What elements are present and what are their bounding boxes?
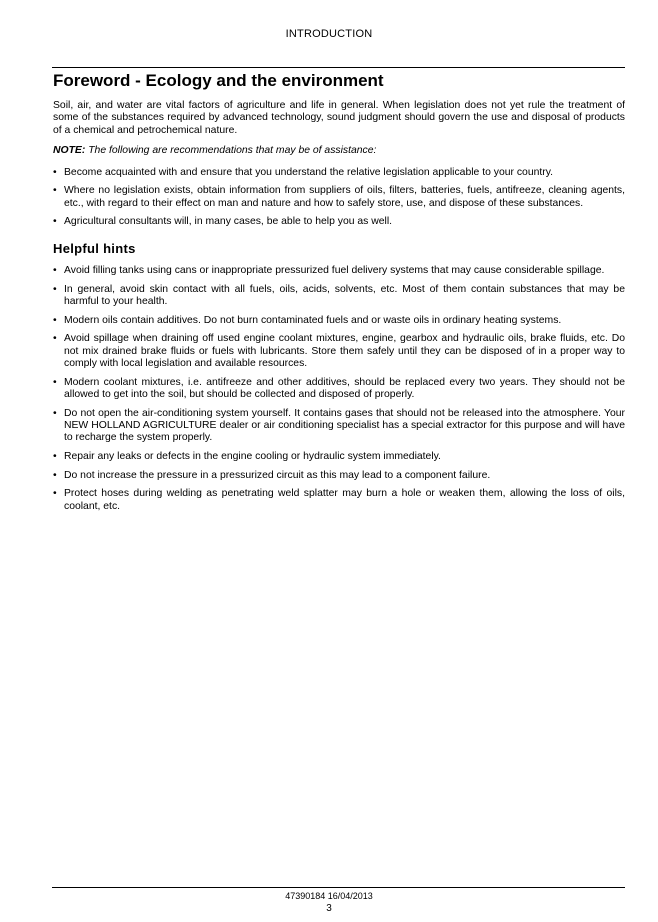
- list-item: • Avoid filling tanks using cans or inappropriate pressurized fuel delivery systems that may cause considerable spillage.: [53, 265, 625, 277]
- list-item: • Agricultural consultants will, in many cases, be able to help you as well.: [53, 216, 625, 228]
- note-line: [53, 145, 625, 157]
- list-item: • Modern coolant mixtures, i.e. antifreeze and other additives, should be replaced every two years. They should not be allowed to get into the soil, but should be collected and disposed of properly.: [53, 377, 625, 402]
- list-item: • Repair any leaks or defects in the engine cooling or hydraulic system immediately.: [53, 451, 625, 463]
- recommendations-list: [53, 167, 625, 229]
- page-number: 3: [326, 903, 332, 914]
- page-content: [53, 100, 625, 519]
- helpful-hints-heading: Helpful hints: [53, 240, 136, 256]
- document-code: 47390184 16/04/2013: [285, 891, 373, 901]
- note-text: The following are recommendations that may be of assistance:: [85, 145, 377, 157]
- list-item: • Where no legislation exists, obtain information from suppliers of oils, filters, batteries, fuels, antifreeze, cleaning agents, etc., with regard to their effect on man and nature and how to safely store, use, and dispose of these substances.: [53, 185, 625, 210]
- helpful-hints-list: [53, 265, 625, 513]
- list-item: • Protect hoses during welding as penetrating weld splatter may burn a hole or weaken them, allowing the loss of oils, coolant, etc.: [53, 488, 625, 513]
- note-label: NOTE:: [53, 145, 86, 157]
- list-item: • Become acquainted with and ensure that you understand the relative legislation applicable to your country.: [53, 167, 625, 179]
- footer-divider: [52, 887, 625, 888]
- section-header: INTRODUCTION: [285, 28, 373, 40]
- list-item: • Do not open the air-conditioning system yourself. It contains gases that should not be released into the atmosphere. Your NEW HOLLAND AGRICULTURE dealer or air conditioning specialist has a special extractor for this purpose and will have to recharge the system properly.: [53, 408, 625, 445]
- intro-paragraph: Soil, air, and water are vital factors of agriculture and life in general. When legislation does not yet rule the treatment of some of the substances required by advanced technology, sound judgment should govern the use and disposal of products of a chemical and petrochemical nature.: [53, 100, 625, 136]
- page-title: Foreword - Ecology and the environment: [53, 71, 384, 90]
- list-item: • Modern oils contain additives. Do not burn contaminated fuels and or waste oils in ordinary heating systems.: [53, 315, 625, 327]
- header-divider: [52, 67, 625, 68]
- list-item: • Do not increase the pressure in a pressurized circuit as this may lead to a component failure.: [53, 470, 625, 482]
- list-item: • In general, avoid skin contact with all fuels, oils, acids, solvents, etc. Most of them contain substances that may be harmful to your health.: [53, 284, 625, 309]
- list-item: • Avoid spillage when draining off used engine coolant mixtures, engine, gearbox and hydraulic oils, brake fluids, etc. Do not mix drained brake fluids or fuels with lubricants. Store them safely until they can be disposed of in a proper way to comply with local legislation and available resources.: [53, 333, 625, 370]
